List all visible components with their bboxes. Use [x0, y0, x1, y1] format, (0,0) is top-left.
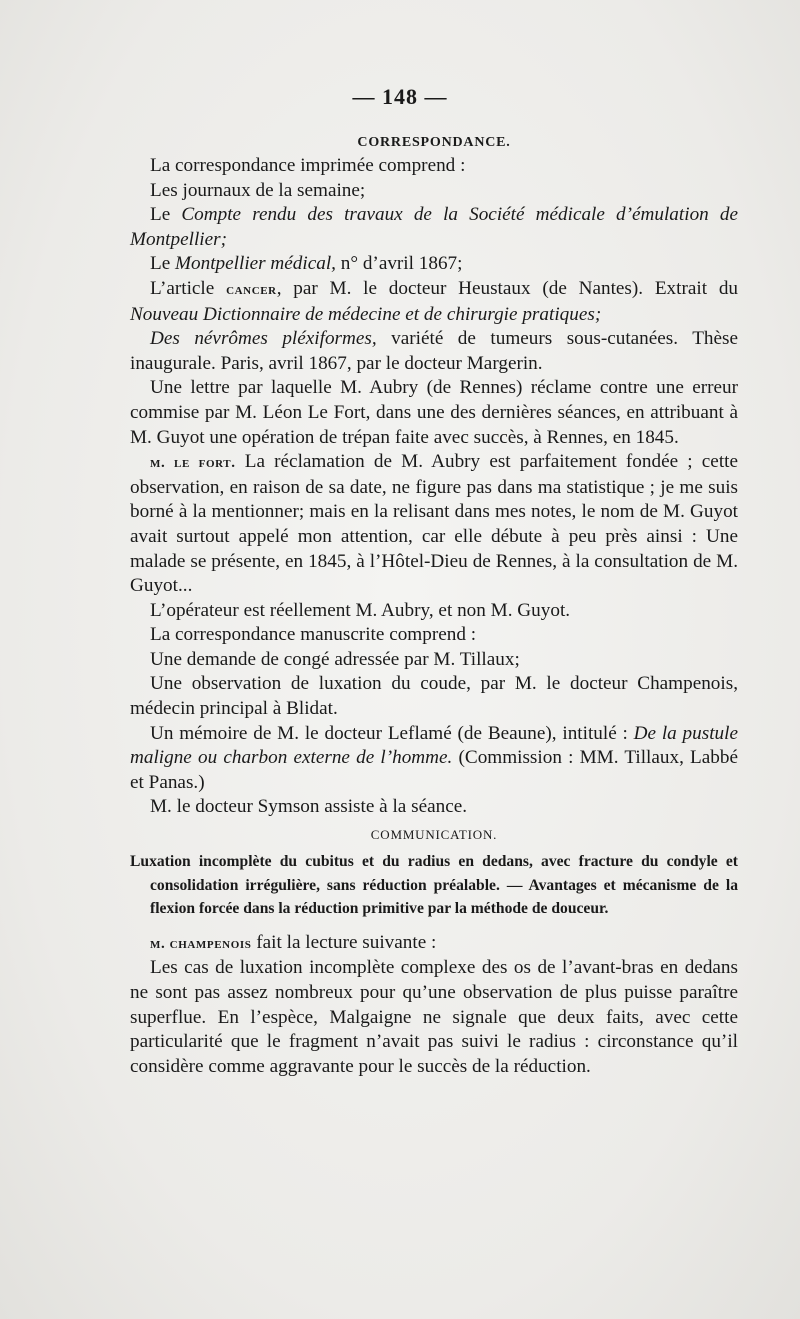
- paragraph-montpellier: [130, 252, 738, 277]
- page-number: — 148 —: [352, 84, 448, 109]
- paragraph-luxation-cases: Les cas de luxation incomplète complexe des os de l’avant-bras en dedans ne sont pas assez nombreux pour qu’une observation de plus puisse paraître superflue. En l’espèce, Malgaigne ne signale que deux faits, avec cette particularité que le fragment n’avait pas suivi le radius : circonstance qu’il considère comme aggravante pour le succès de la réduction.: [130, 957, 738, 1077]
- paragraph-compte-rendu: [130, 203, 738, 252]
- memoire-commission: (Commission : MM. Tillaux, Labbé et Panas.): [130, 747, 738, 793]
- memoire-prefix: Un mémoire de M. le docteur Leflamé (de Beaune), intitulé :: [150, 722, 634, 744]
- paragraph-operateur: L’opérateur est réellement M. Aubry, et non M. Guyot.: [150, 599, 571, 621]
- paragraph-journaux: Les journaux de la semaine;: [150, 179, 366, 201]
- paragraph-nevromes: [130, 327, 738, 376]
- article-dictionary-title: Nouveau Dictionnaire de médecine et de chirurgie pratiques;: [130, 303, 602, 325]
- communication-title: [130, 850, 738, 921]
- paragraph-article-cancer: [130, 277, 738, 327]
- memoire-title: De la pustule maligne ou charbon externe de l’homme.: [130, 722, 738, 769]
- communication-title-text: Luxation incomplète du cubitus et du radius en dedans, avec fracture du condyle et consolidation irrégulière, sans réduction préalable. — Avantages et mécanisme de la flexion forcée dans la réduction primitive par la méthode de douceur.: [130, 853, 738, 918]
- montpellier-title: Montpellier médical,: [175, 253, 336, 275]
- montpellier-prefix: Le: [150, 253, 176, 275]
- paragraph-observation-coude: Une observation de luxation du coude, par M. le docteur Champenois, médecin principal à Blidat.: [130, 673, 738, 720]
- paragraph-lettre-aubry: Une lettre par laquelle M. Aubry (de Rennes) réclame contre une erreur commise par M. Léon Le Fort, dans une des dernières séances, en attribuant à M. Guyot une opération de trépan faite avec succès, à Rennes, en 1845.: [130, 377, 738, 448]
- le-fort-text: La réclamation de M. Aubry est parfaitement fondée ; cette observation, en raison de sa date, ne figure pas dans ma statistique ; je me suis borné à la mentionner; mais en la relisant dans mes notes, le nom de M. Guyot avait surtout appelé mon attention, car elle débute à peu près ainsi : Une malade se présente, en 1845, à l’Hôtel-Dieu de Rennes, à la consultation de M. Guyot...: [130, 451, 738, 597]
- paragraph-intro: La correspondance imprimée comprend :: [150, 155, 466, 176]
- paragraph-demande-conge: Une demande de congé adressée par M. Tillaux;: [150, 648, 520, 670]
- nevromes-title: Des névrômes pléxiformes,: [150, 328, 377, 350]
- paragraph-symson: M. le docteur Symson assiste à la séance.: [150, 796, 468, 818]
- compte-rendu-prefix: Le: [150, 204, 182, 226]
- paragraph-memoire: [130, 722, 738, 796]
- paragraph-le-fort: [130, 450, 738, 599]
- speaker-champenois: m. champenois: [150, 935, 252, 952]
- montpellier-rest: n° d’avril 1867;: [335, 253, 463, 275]
- body-text: [130, 132, 738, 1079]
- section-heading-communication: COMMUNICATION.: [370, 827, 498, 843]
- article-cancer-word: cancer: [226, 281, 277, 298]
- section-heading-correspondance: CORRESPONDANCE.: [357, 135, 511, 150]
- speaker-le-fort: m. le fort.: [150, 455, 236, 472]
- paragraph-manuscrite: La correspondance manuscrite comprend :: [150, 624, 477, 646]
- paragraph-champenois: [130, 931, 738, 957]
- article-text: , par M. le docteur Heustaux (de Nantes). Extrait du: [276, 277, 739, 299]
- compte-rendu-title: Compte rendu des travaux de la Société médicale d’émulation de Montpellier;: [130, 204, 738, 250]
- champenois-text: fait la lecture suivante :: [251, 931, 437, 953]
- nevromes-rest: variété de tumeurs sous-cutanées. Thèse inaugurale. Paris, avril 1867, par le docteur Margerin.: [130, 328, 739, 374]
- article-prefix: L’article: [150, 277, 227, 299]
